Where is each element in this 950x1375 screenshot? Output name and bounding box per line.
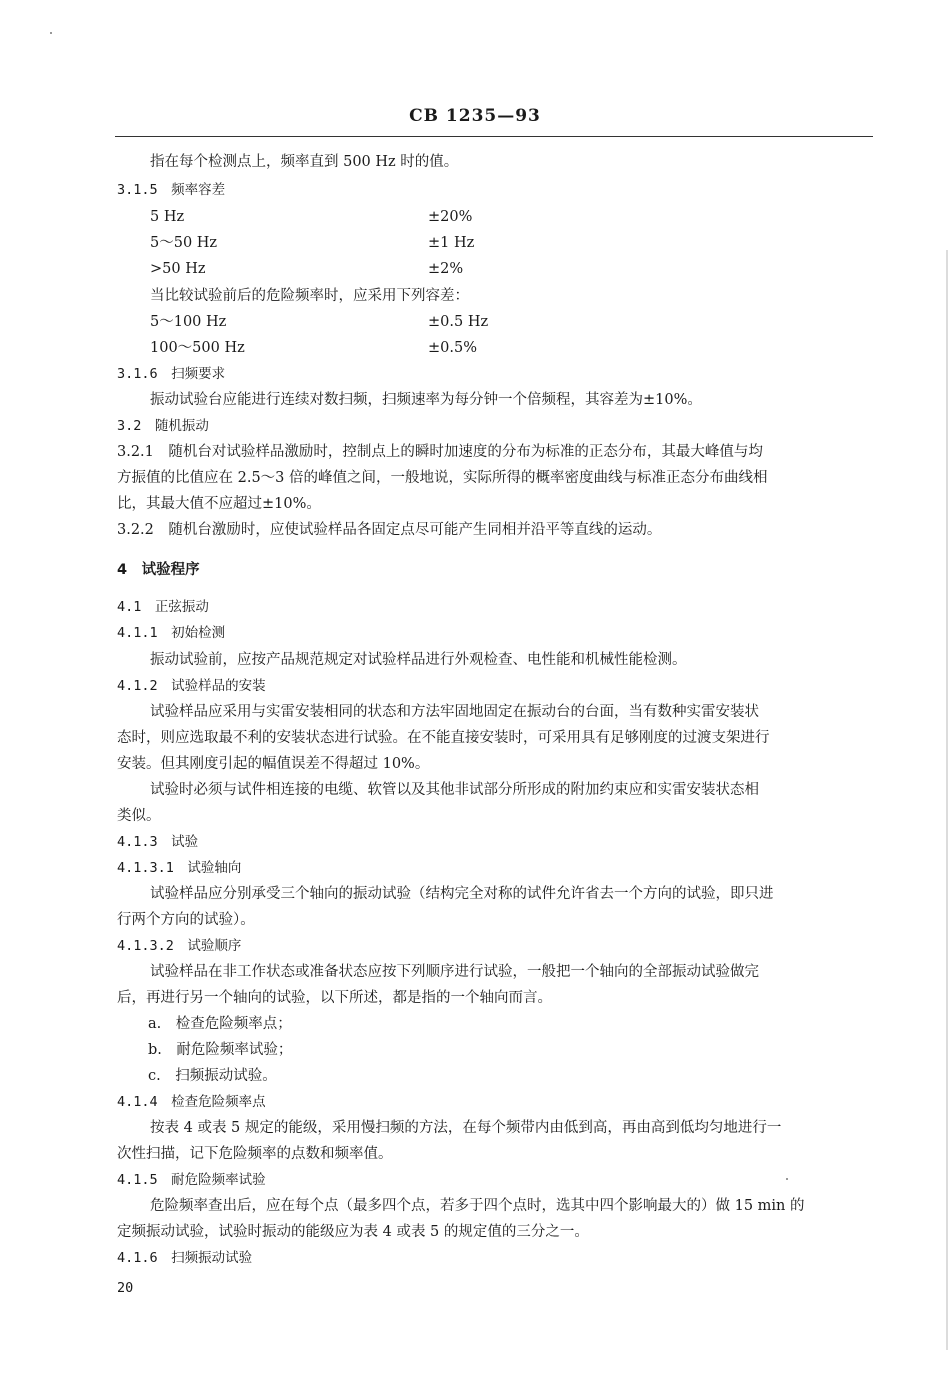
text-line: 试验时必须与试件相连接的电缆、软管以及其他非试部分所形成的附加约束应和实雷安装状态相 (150, 782, 759, 798)
text-line: 危险频率查出后，应在每个点（最多四个点，若多于四个点时，选其中四个影响最大的）做 15 min 的 (150, 1198, 805, 1214)
section-heading-4-1-1: 4.1.1 初始检测 (117, 625, 226, 641)
freq-range-cell: 5～100 Hz (150, 314, 227, 330)
text-line: 3.2.1 随机台对试验样品激励时，控制点上的瞬时加速度的分布为标准的正态分布，其最大峰值与均 (117, 444, 763, 460)
freq-range-cell: 5～50 Hz (150, 235, 218, 251)
tolerance-cell: ±20% (428, 209, 473, 225)
tolerance-cell: ±0.5% (428, 340, 477, 356)
text-line: 行两个方向的试验）。 (117, 912, 255, 928)
text-line: 方振值的比值应在 2.5～3 倍的峰值之间，一般地说，实际所得的概率密度曲线与标准正态分布曲线相 (117, 470, 768, 486)
page-number: 20 (117, 1280, 134, 1296)
text-line: 态时，则应选取最不利的安装状态进行试验。在不能直接安装时，可采用具有足够刚度的过渡支架进行 (117, 730, 770, 746)
section-heading-4-1-3-1: 4.1.3.1 试验轴向 (117, 860, 242, 876)
section-heading-4-1-5: 4.1.5 耐危险频率试验 (117, 1172, 266, 1188)
list-item: c. 扫频振动试验。 (148, 1068, 277, 1084)
scan-speck (786, 1178, 788, 1180)
header-standard-code: CB 1235—93 (409, 106, 541, 126)
text-line: 后，再进行另一个轴向的试验，以下所述，都是指的一个轴向而言。 (117, 990, 552, 1006)
section-heading-3-2: 3.2 随机振动 (117, 418, 209, 434)
scan-speck (50, 32, 52, 34)
text-line: 次性扫描，记下危险频率的点数和频率值。 (117, 1146, 393, 1162)
text-line: 振动试验台应能进行连续对数扫频，扫频速率为每分钟一个倍频程，其容差为±10%。 (150, 392, 702, 408)
text-line: 试验样品在非工作状态或准备状态应按下列顺序进行试验，一般把一个轴向的全部振动试验做完 (150, 964, 759, 980)
section-heading-4-1-6: 4.1.6 扫频振动试验 (117, 1250, 253, 1266)
freq-range-cell: 5 Hz (150, 209, 185, 225)
section-heading-4-1-3: 4.1.3 试验 (117, 834, 199, 850)
tolerance-cell: ±2% (428, 261, 464, 277)
list-item: b. 耐危险频率试验； (148, 1042, 293, 1058)
text-line: 按表 4 或表 5 规定的能级，采用慢扫频的方法，在每个频带内由低到高，再由高到低均匀地进行一 (150, 1120, 782, 1136)
header-rule (115, 136, 873, 137)
section-heading-4-1-3-2: 4.1.3.2 试验顺序 (117, 938, 242, 954)
text-line: 类似。 (117, 808, 161, 824)
list-item: a. 检查危险频率点； (148, 1016, 292, 1032)
text-line: 指在每个检测点上，频率直到 500 Hz 时的值。 (150, 154, 459, 170)
freq-range-cell: >50 Hz (150, 261, 206, 277)
section-heading-4-1: 4.1 正弦振动 (117, 599, 209, 615)
text-line: 试验样品应分别承受三个轴向的振动试验（结构完全对称的试件允许省去一个方向的试验，即只进 (150, 886, 774, 902)
tolerance-cell: ±1 Hz (428, 235, 475, 251)
section-heading-4-1-2: 4.1.2 试验样品的安装 (117, 678, 266, 694)
section-heading-3-1-5: 3.1.5 频率容差 (117, 182, 226, 198)
text-line: 试验样品应采用与实雷安装相同的状态和方法牢固地固定在振动台的台面，当有数种实雷安装状 (150, 704, 759, 720)
section-heading-3-1-6: 3.1.6 扫频要求 (117, 366, 226, 382)
section-heading-4: 4 试验程序 (117, 562, 200, 578)
text-line: 当比较试验前后的危险频率时，应采用下列容差： (150, 288, 469, 304)
text-line: 3.2.2 随机台激励时，应使试验样品各固定点尽可能产生同相并沿平等直线的运动。 (117, 522, 662, 538)
text-line: 振动试验前，应按产品规范规定对试验样品进行外观检查、电性能和机械性能检测。 (150, 652, 687, 668)
section-heading-4-1-4: 4.1.4 检查危险频率点 (117, 1094, 266, 1110)
scan-edge-shadow (946, 250, 948, 1350)
text-line: 比，其最大值不应超过±10%。 (117, 496, 321, 512)
tolerance-cell: ±0.5 Hz (428, 314, 489, 330)
text-line: 定频振动试验，试验时振动的能级应为表 4 或表 5 的规定值的三分之一。 (117, 1224, 589, 1240)
freq-range-cell: 100～500 Hz (150, 340, 245, 356)
text-line: 安装。但其刚度引起的幅值误差不得超过 10%。 (117, 756, 430, 772)
